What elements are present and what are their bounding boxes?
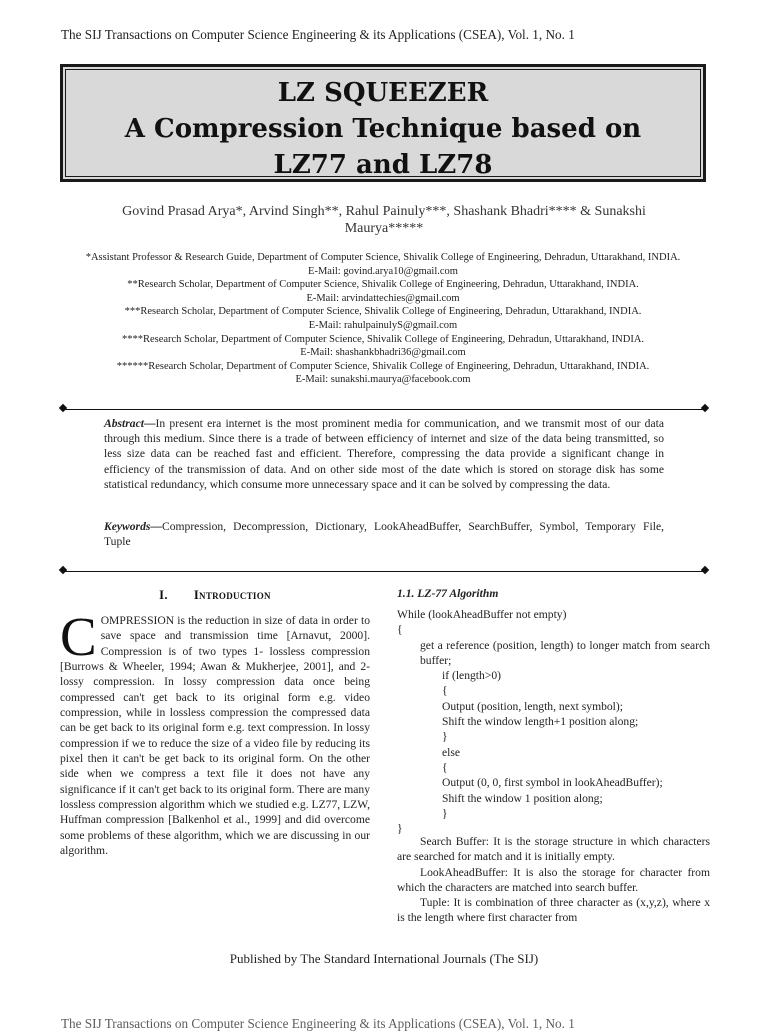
section-title: Introduction xyxy=(193,588,271,602)
code-line: if (length>0) xyxy=(442,669,502,683)
title-line-3: LZ77 and LZ78 xyxy=(273,150,493,180)
code-line: Shift the window length+1 position along; xyxy=(442,715,639,729)
title-inner xyxy=(65,69,701,180)
author-list xyxy=(80,203,688,237)
definition-tuple: Tuple: It is combination of three character as (x,y,z), where x is the length where first character from xyxy=(397,896,710,925)
affiliation-org: ***Research Scholar, Department of Computer Science, Shivalik College of Engineering, Dehradun, Uttarakhand, INDIA. xyxy=(124,306,642,318)
affiliation-email: E-Mail: shashankbhadri36@gmail.com xyxy=(300,347,466,359)
affiliation-org: ******Research Scholar, Department of Computer Science, Shivalik College of Engineering, Dehradun, Uttarakhand, INDIA. xyxy=(116,360,650,372)
author-line-1: Govind Prasad Arya*, Arvind Singh**, Rahul Painuly***, Shashank Bhadri**** & Sunakshi xyxy=(122,204,646,219)
abstract xyxy=(104,416,664,492)
code-line: else xyxy=(442,745,461,759)
keywords-text: Compression, Decompression, Dictionary, LookAheadBuffer, SearchBuffer, Symbol, Temporary File, Tuple xyxy=(104,520,664,549)
algorithm-pseudocode xyxy=(397,607,710,836)
code-line: } xyxy=(442,730,448,744)
section-number: I. xyxy=(159,588,168,602)
keywords-label: Keywords— xyxy=(104,520,162,533)
code-line: Shift the window 1 position along; xyxy=(442,791,603,805)
section-heading-introduction xyxy=(60,588,370,603)
affiliation-org: ****Research Scholar, Department of Computer Science, Shivalik College of Engineering, Dehradun, Uttarakhand, INDIA. xyxy=(121,333,645,345)
affiliations xyxy=(30,251,736,387)
title-box xyxy=(60,64,706,182)
affiliation-email: E-Mail: govind.arya10@gmail.com xyxy=(308,265,458,277)
definitions xyxy=(397,834,710,926)
code-line: { xyxy=(397,623,403,637)
journal-header: The SIJ Transactions on Computer Science Engineering & its Applications (CSEA), Vol. 1, No. 1 xyxy=(61,27,575,42)
affiliation-email: E-Mail: rahulpainulyS@gmail.com xyxy=(308,319,458,331)
subsection-heading: 1.1. LZ-77 Algorithm xyxy=(397,587,499,600)
keywords xyxy=(104,519,664,549)
affiliation-email: E-Mail: arvindattechies@gmail.com xyxy=(306,292,460,304)
abstract-top-divider xyxy=(64,409,704,410)
title-line-1: LZ SQUEEZER xyxy=(277,78,489,108)
code-line: Output (0, 0, first symbol in lookAheadBuffer); xyxy=(442,776,663,790)
abstract-label: Abstract— xyxy=(104,417,156,430)
abstract-text: In present era internet is the most prominent media for communication, and we transmit most of our data through this medium. Since there is a trade of between efficiency of internet and size of the data being transmitted, so less size data can be reached fast and efficient. Therefore, compressing the data provide a significant change in efficiency of the transmission of data. And on other side most of the date which is stored on storage disk has some statistical redundancy, which consume more unnecessary space and it can be solved by compressing the data. xyxy=(104,417,664,491)
introduction-text: OMPRESSION is the reduction in size of data in order to save space and transmission time [Arnavut, 2000]. Compression is of two types 1- lossless compression [Burrows & Wheeler, 1994; Awan & Mukherjee, 2001], and 2- lossy compression. In lossy compression data once being compressed can't get back to its original form e.g. video compression, while in lossless compression the compressed data can be get back to its original form e.g. text compression. In lossy compression if we to reduce the size of a video file by reducing its pixel then it can't be get back to its original form. On the other side when we compress a text file it does not have any significance if it can't get back to its original form. There are many lossless compression algorithm which we studied e.g. LZ77, LZW, Huffman compression [Balkenhol et al., 1999] and did overcome some problems of these algorithm, which we are discussing in our algorithm. xyxy=(60,614,370,858)
definition-lookahead-buffer: LookAheadBuffer: It is also the storage for character from which the characters are matched into search buffer. xyxy=(397,865,710,894)
title-line-2: A Compression Technique based on xyxy=(124,114,642,144)
publisher-footer: Published by The Standard International Journals (The SIJ) xyxy=(229,951,539,966)
code-line: Output (position, length, next symbol); xyxy=(442,699,623,713)
abstract-bottom-divider xyxy=(64,571,704,572)
code-line: get a reference (position, length) to longer match from search buffer; xyxy=(420,638,710,667)
code-line: { xyxy=(442,760,448,774)
affiliation-org: *Assistant Professor & Research Guide, Department of Computer Science, Shivalik College of Engineering, Dehradun, Uttarakhand, INDIA. xyxy=(85,252,681,263)
next-page-header: The SIJ Transactions on Computer Science Engineering & its Applications (CSEA), Vol. 1, No. 1 xyxy=(61,1016,575,1031)
affiliation-email: E-Mail: sunakshi.maurya@facebook.com xyxy=(295,374,471,386)
affiliation-org: **Research Scholar, Department of Computer Science, Shivalik College of Engineering, Dehradun, Uttarakhand, INDIA. xyxy=(127,279,639,291)
drop-cap: C xyxy=(60,606,97,667)
author-line-2: Maurya***** xyxy=(344,221,424,236)
code-line: } xyxy=(397,822,403,836)
definition-search-buffer: Search Buffer: It is the storage structure in which characters are searched for match and it is initially empty. xyxy=(397,835,710,864)
code-line: { xyxy=(442,684,448,698)
code-line: } xyxy=(442,806,448,820)
code-line: While (lookAheadBuffer not empty) xyxy=(397,608,567,621)
introduction-body xyxy=(60,606,370,859)
